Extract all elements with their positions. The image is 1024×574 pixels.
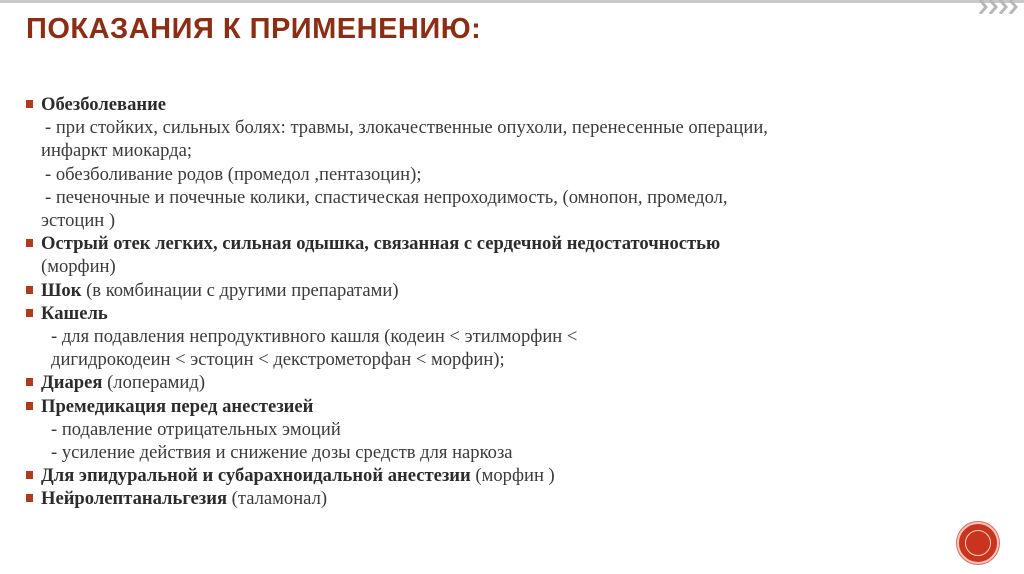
item-detail: - подавление отрицательных эмоций [51,418,341,440]
item-heading: Диарея [41,372,103,394]
item-note: (в комбинации с другими препаратами) [81,279,399,301]
square-bullet-icon [26,471,33,479]
circle-badge-icon [957,522,999,564]
list-item-pulmonary-edema [26,232,986,278]
chevron-decoration-icon [978,0,1024,14]
list-item-neuroleptanalgesia [26,487,986,510]
item-detail: дигидрокодеин < эстоцин < декстрометорфан < морфин); [51,349,505,371]
item-detail: эстоцин ) [41,210,116,232]
indications-list [26,93,986,511]
item-heading: Острый отек легких, сильная одышка, связанная с сердечной недостаточностью [41,233,721,255]
square-bullet-icon [26,402,33,410]
item-heading: Шок [41,279,82,301]
square-bullet-icon [26,100,33,108]
list-item-shock [26,279,986,302]
item-note: (лоперамид) [102,372,206,394]
item-detail: - для подавления непродуктивного кашля (кодеин < этилморфин < [51,326,578,348]
square-bullet-icon [26,378,33,386]
slide-title: ПОКАЗАНИЯ К ПРИМЕНЕНИЮ: [26,13,482,45]
item-detail: - печеночные и почечные колики, спастическая непроходимость, (омнопон, промедол, [45,186,728,208]
item-note: (таламонал) [227,488,328,510]
item-detail: - обезболивание родов (промедол ,пентазоцин); [45,163,422,185]
square-bullet-icon [26,286,33,294]
item-detail: (морфин) [41,256,116,278]
item-heading: Премедикация перед анестезией [41,395,314,417]
square-bullet-icon [26,494,33,502]
square-bullet-icon [26,239,33,247]
item-heading: Нейролептанальгезия [41,488,228,510]
list-item-analgesia [26,93,986,232]
item-heading: Кашель [41,302,108,324]
item-detail: инфаркт миокарда; [41,140,193,162]
badge-ring [965,530,991,556]
item-detail: - при стойких, сильных болях: травмы, злокачественные опухоли, перенесенные операции, [45,117,768,139]
square-bullet-icon [26,309,33,317]
top-rule [0,0,1024,3]
list-item-diarrhea [26,371,986,394]
list-item-epidural [26,464,986,487]
item-heading: Обезболевание [41,94,167,115]
item-note: (морфин ) [470,465,555,487]
item-detail: - усиление действия и снижение дозы средств для наркоза [51,442,513,464]
list-item-premedication [26,395,986,465]
list-item-cough [26,302,986,372]
item-heading: Для эпидуральной и субарахноидальной анестезии [41,465,471,487]
